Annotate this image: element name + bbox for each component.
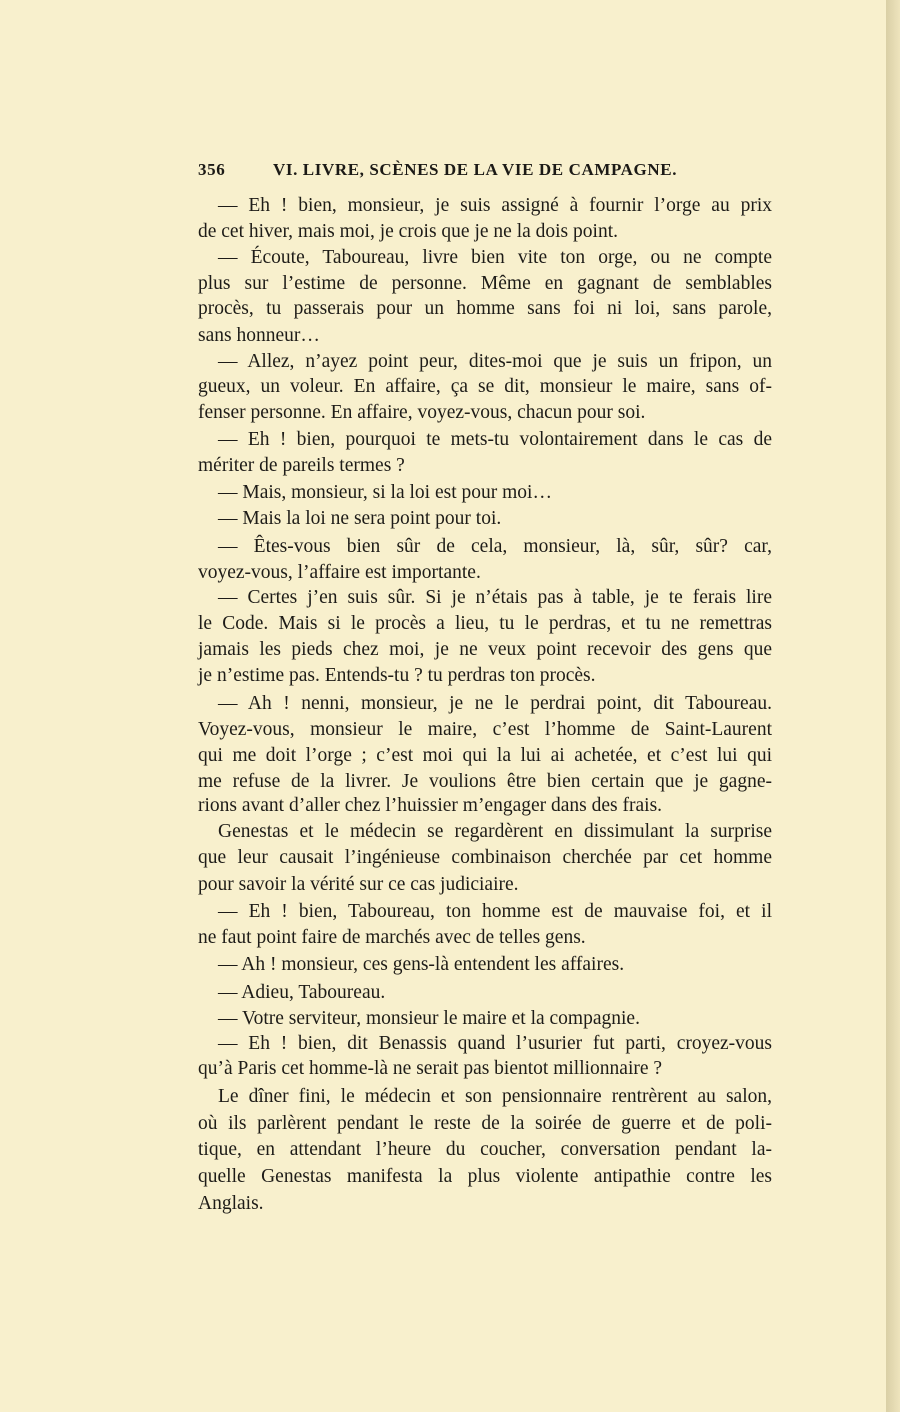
- text-line: où ils parlèrent pendant le reste de la soirée de guerre et de poli-: [198, 1113, 772, 1134]
- text-line: Anglais.: [198, 1193, 264, 1214]
- text-line: je n’estime pas. Entends-tu ? tu perdras ton procès.: [198, 665, 596, 686]
- text-line: — Ah ! monsieur, ces gens-là entendent les affaires.: [218, 954, 625, 975]
- text-line: rions avant d’aller chez l’huissier m’engager dans des frais.: [198, 795, 663, 816]
- text-line: que leur causait l’ingénieuse combinaison cherchée par cet homme: [198, 847, 772, 868]
- page-edge: [886, 0, 900, 1412]
- text-line: plus sur l’estime de personne. Même en gagnant de semblables: [198, 273, 772, 294]
- text-line: me refuse de la livrer. Je voulions être bien certain que je gagne-: [198, 771, 772, 792]
- text-line: — Votre serviteur, monsieur le maire et la compagnie.: [218, 1008, 640, 1029]
- text-line: ne faut point faire de marchés avec de telles gens.: [198, 927, 586, 948]
- text-line: — Allez, n’ayez point peur, dites-moi que je suis un fripon, un: [218, 351, 772, 372]
- text-line: Voyez-vous, monsieur le maire, c’est l’homme de Saint-Laurent: [198, 719, 772, 740]
- text-line: fenser personne. En affaire, voyez-vous, chacun pour soi.: [198, 402, 646, 423]
- text-line: pour savoir la vérité sur ce cas judiciaire.: [198, 874, 519, 895]
- text-line: voyez-vous, l’affaire est importante.: [198, 562, 481, 583]
- text-line: le Code. Mais si le procès a lieu, tu le perdras, et tu ne remettras: [198, 613, 772, 634]
- text-line: mériter de pareils termes ?: [198, 455, 405, 476]
- text-line: procès, tu passerais pour un homme sans foi ni loi, sans parole,: [198, 298, 772, 319]
- text-line: Genestas et le médecin se regardèrent en dissimulant la surprise: [218, 821, 772, 842]
- running-header: [198, 160, 718, 184]
- text-line: qu’à Paris cet homme-là ne serait pas bientot millionnaire ?: [198, 1058, 663, 1079]
- text-line: sans honneur…: [198, 325, 320, 346]
- text-line: — Certes j’en suis sûr. Si je n’étais pas à table, je te ferais lire: [218, 587, 772, 608]
- text-line: — Êtes-vous bien sûr de cela, monsieur, là, sûr, sûr? car,: [218, 536, 772, 557]
- text-line: — Eh ! bien, pourquoi te mets-tu volontairement dans le cas de: [218, 429, 772, 450]
- text-line: — Adieu, Taboureau.: [218, 982, 386, 1003]
- text-line: quelle Genestas manifesta la plus violente antipathie contre les: [198, 1166, 772, 1187]
- text-line: de cet hiver, mais moi, je crois que je ne la dois point.: [198, 221, 618, 242]
- text-line: — Eh ! bien, Taboureau, ton homme est de mauvaise foi, et il: [218, 901, 772, 922]
- page-number: 356: [198, 160, 226, 179]
- text-line: — Ah ! nenni, monsieur, je ne le perdrai point, dit Taboureau.: [218, 693, 772, 714]
- text-line: — Eh ! bien, dit Benassis quand l’usurier fut parti, croyez-vous: [218, 1033, 772, 1054]
- text-line: — Eh ! bien, monsieur, je suis assigné à fournir l’orge au prix: [218, 195, 772, 216]
- text-line: gueux, un voleur. En affaire, ça se dit, monsieur le maire, sans of-: [198, 376, 772, 397]
- text-line: qui me doit l’orge ; c’est moi qui la lui ai achetée, et c’est lui qui: [198, 745, 772, 766]
- text-line: tique, en attendant l’heure du coucher, conversation pendant la-: [198, 1139, 772, 1160]
- text-line: — Écoute, Taboureau, livre bien vite ton orge, ou ne compte: [218, 247, 772, 268]
- text-line: jamais les pieds chez moi, je ne veux point recevoir des gens que: [198, 639, 772, 660]
- text-line: — Mais, monsieur, si la loi est pour moi…: [218, 482, 552, 503]
- text-line: Le dîner fini, le médecin et son pensionnaire rentrèrent au salon,: [218, 1086, 772, 1107]
- running-title: VI. LIVRE, SCÈNES DE LA VIE DE CAMPAGNE.: [273, 160, 678, 179]
- text-line: — Mais la loi ne sera point pour toi.: [218, 508, 502, 529]
